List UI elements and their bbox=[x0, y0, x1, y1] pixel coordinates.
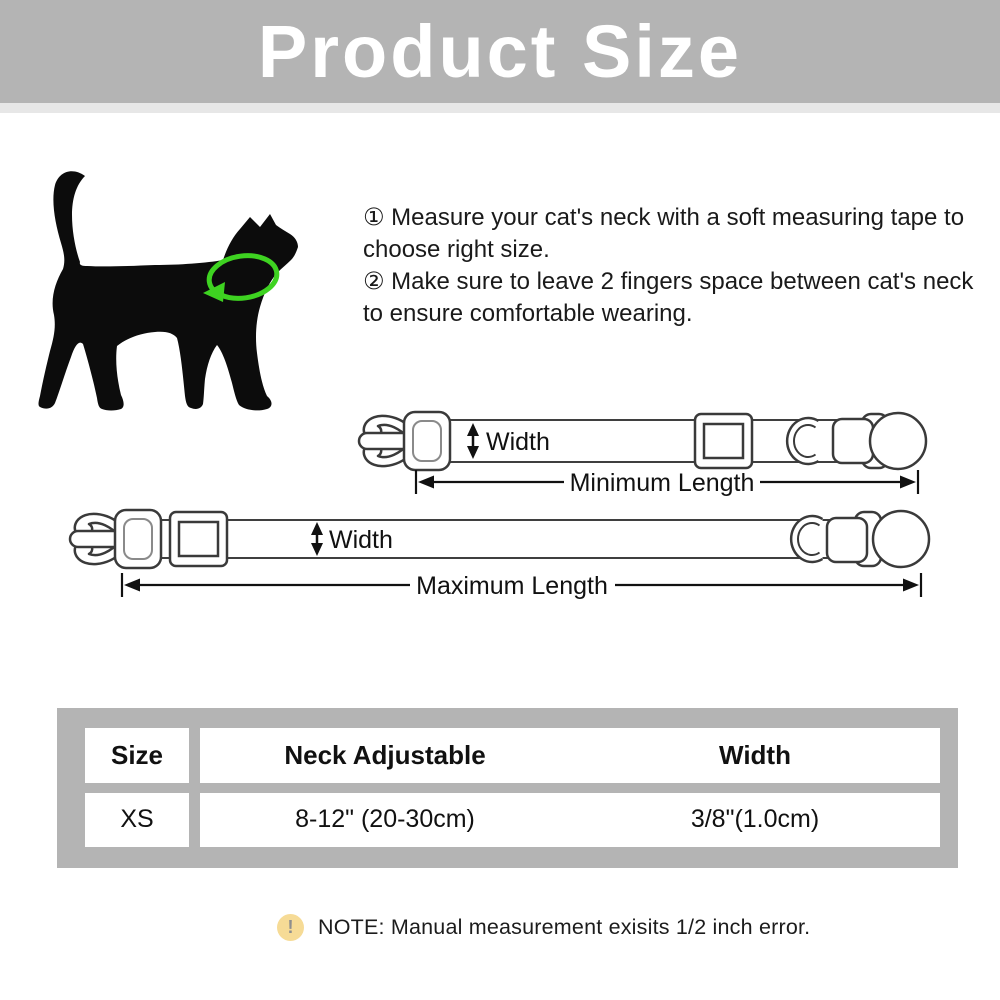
column-label: Neck Adjustable bbox=[284, 739, 486, 770]
width-arrow bbox=[467, 423, 479, 459]
neck-adjustable-value: 8-12" (20-30cm) bbox=[295, 805, 475, 834]
note-row bbox=[277, 914, 810, 941]
size-value: XS bbox=[120, 805, 154, 834]
cat-illustration bbox=[35, 165, 315, 435]
d-ring-icon bbox=[791, 516, 822, 562]
buckle-clasp-icon bbox=[359, 412, 450, 470]
buckle-clasp-icon bbox=[70, 510, 161, 568]
minimum-length-label: Minimum Length bbox=[569, 469, 755, 497]
column-label: Width bbox=[719, 739, 791, 770]
note-text: NOTE: Manual measurement exisits 1/2 inch error. bbox=[318, 915, 811, 939]
header-divider bbox=[0, 103, 1000, 113]
collar-diagram-maximum bbox=[55, 500, 945, 610]
collar-diagram-minimum bbox=[350, 400, 940, 510]
exclamation-glyph: ! bbox=[287, 917, 294, 937]
table-header-row bbox=[85, 728, 940, 783]
instruction-line: choose right size. bbox=[363, 236, 550, 263]
width-arrow bbox=[311, 522, 323, 556]
width-value: 3/8"(1.0cm) bbox=[690, 805, 820, 834]
d-ring-icon bbox=[787, 418, 818, 464]
bell-icon bbox=[870, 413, 926, 469]
cat-body-shape bbox=[39, 171, 299, 410]
width-label: Width bbox=[486, 428, 550, 456]
cell-measure-values bbox=[200, 793, 940, 848]
page-title: Product Size bbox=[257, 10, 743, 93]
instruction-line: ② Make sure to leave 2 fingers space between cat's neck bbox=[363, 268, 974, 295]
measuring-instructions bbox=[363, 202, 974, 330]
collar-strap bbox=[155, 520, 835, 558]
width-label: Width bbox=[329, 526, 393, 554]
size-table bbox=[57, 708, 958, 868]
instruction-line: to ensure comfortable wearing. bbox=[363, 300, 693, 327]
slider-adjuster-icon bbox=[695, 414, 752, 468]
table-row bbox=[85, 793, 940, 848]
column-label: Size bbox=[110, 739, 164, 770]
header-cell-size bbox=[85, 728, 189, 783]
warning-icon bbox=[277, 914, 304, 941]
cat-silhouette-icon bbox=[35, 165, 315, 435]
instruction-line: ① Measure your cat's neck with a soft measuring tape to bbox=[363, 204, 965, 231]
bell-icon bbox=[873, 511, 929, 567]
cell-size-value bbox=[85, 793, 189, 848]
maximum-length-label: Maximum Length bbox=[416, 572, 608, 600]
header-cell-measures bbox=[200, 728, 940, 783]
header-banner bbox=[0, 0, 1000, 103]
strap-end-icon bbox=[827, 518, 867, 562]
slider-adjuster-icon bbox=[170, 512, 227, 566]
strap-end-icon bbox=[833, 419, 873, 463]
